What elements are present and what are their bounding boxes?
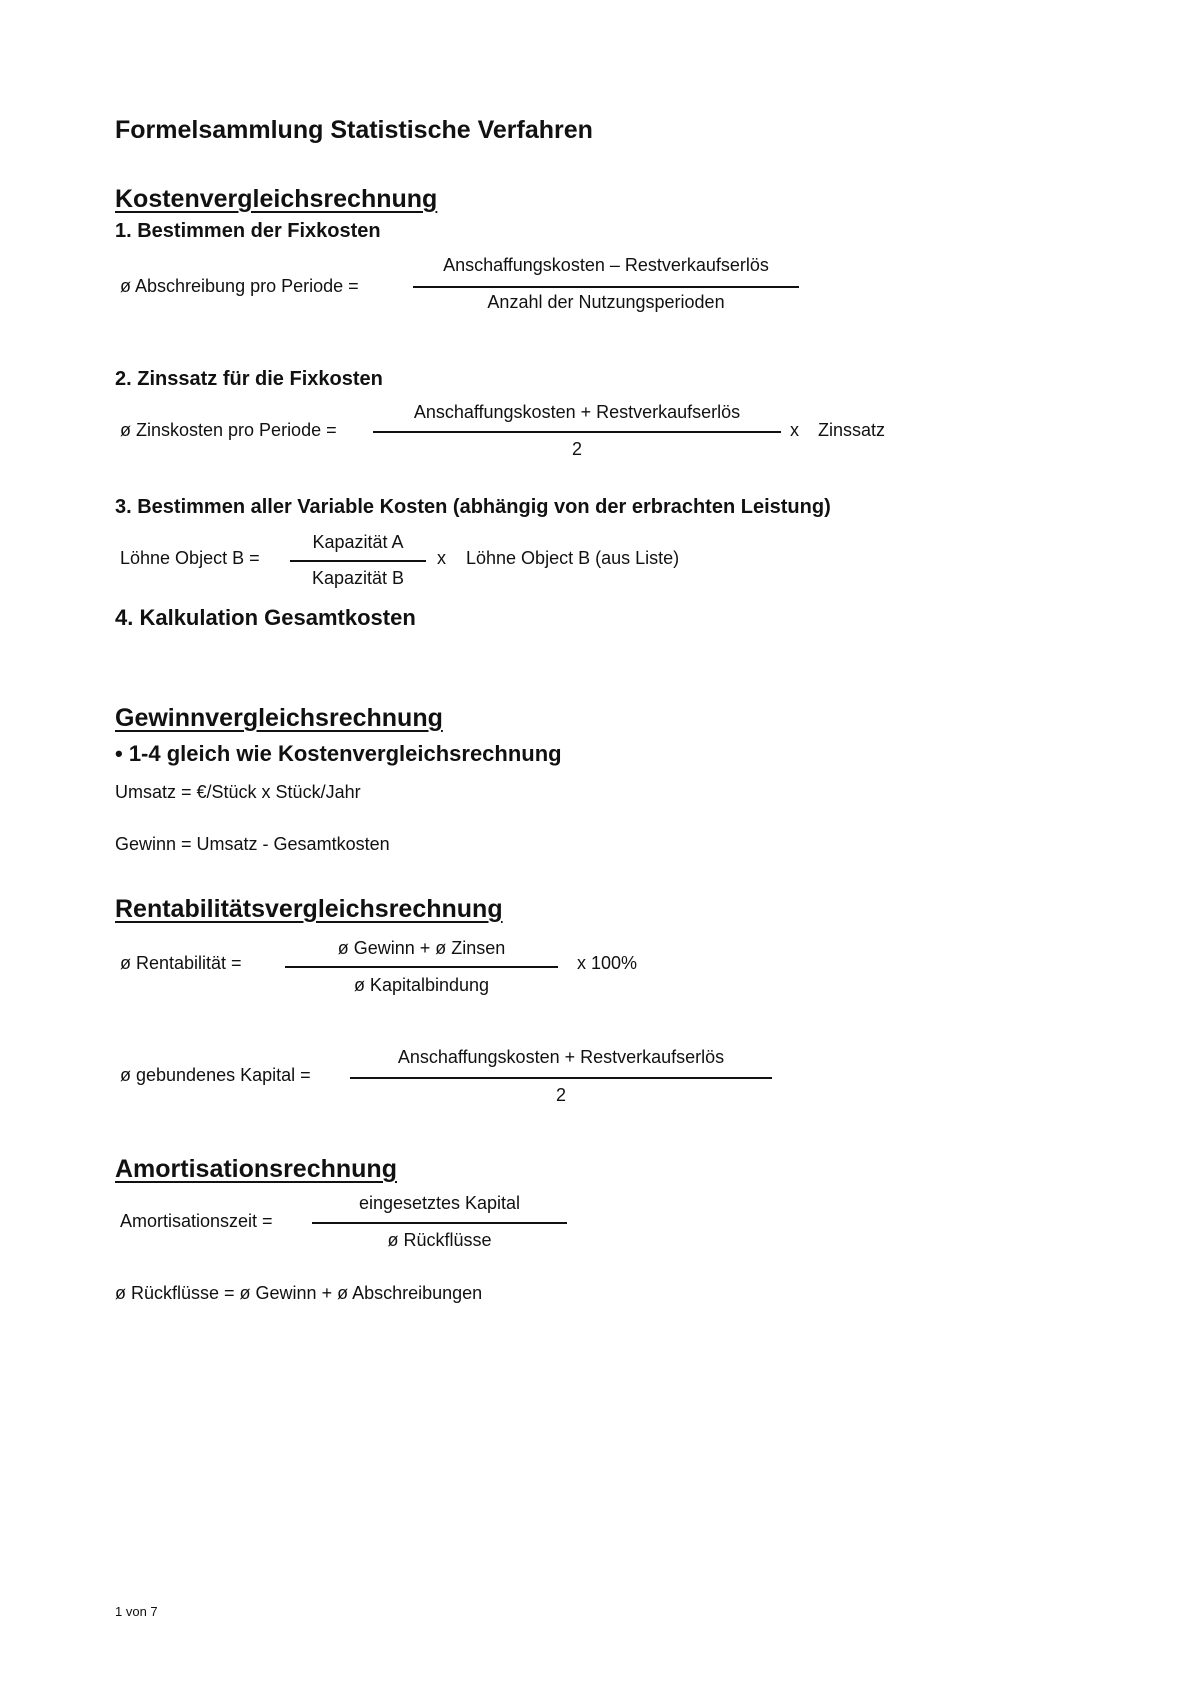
step3-numerator: Kapazität A xyxy=(312,532,404,552)
amortisation-lhs: Amortisationszeit = xyxy=(120,1211,273,1231)
step3-lhs: Löhne Object B = xyxy=(120,548,260,568)
step2-denominator: 2 xyxy=(571,439,582,459)
rentabilitaet-lhs: ø Rentabilität = xyxy=(120,953,242,973)
rueckfluesse-formula: ø Rückflüsse = ø Gewinn + ø Abschreibungen xyxy=(115,1283,483,1303)
kapital-denominator: 2 xyxy=(555,1085,566,1105)
umsatz-formula: Umsatz = €/Stück x Stück/Jahr xyxy=(115,782,361,802)
rentabilitaet-fraction-line xyxy=(285,966,558,968)
step3-fraction-line xyxy=(290,560,426,562)
step1-label: 1. Bestimmen der Fixkosten xyxy=(115,220,381,242)
rentabilitaet-numerator: ø Gewinn + ø Zinsen xyxy=(337,938,506,958)
amortisation-numerator: eingesetztes Kapital xyxy=(358,1193,521,1213)
step1-fraction-line xyxy=(413,286,799,288)
step2-fraction-line xyxy=(373,431,781,433)
section-heading-rentabilitaet: Rentabilitätsvergleichsrechnung xyxy=(115,895,503,923)
step3-factor: Löhne Object B (aus Liste) xyxy=(466,548,680,568)
step3-denominator: Kapazität B xyxy=(311,568,405,588)
rentabilitaet-factor: x 100% xyxy=(577,953,638,973)
step2-label: 2. Zinssatz für die Fixkosten xyxy=(115,368,383,390)
step2-factor: Zinssatz xyxy=(818,420,886,440)
step3-label: 3. Bestimmen aller Variable Kosten (abhängig von der erbrachten Leistung) xyxy=(115,496,831,518)
kapital-lhs: ø gebundenes Kapital = xyxy=(120,1065,311,1085)
amortisation-fraction-line xyxy=(312,1222,567,1224)
step2-times: x xyxy=(790,420,799,440)
gewinn-formula: Gewinn = Umsatz - Gesamtkosten xyxy=(115,834,390,854)
section-heading-gewinnvergleich: Gewinnvergleichsrechnung xyxy=(115,704,443,732)
rentabilitaet-denominator: ø Kapitalbindung xyxy=(353,975,490,995)
page-title: Formelsammlung Statistische Verfahren xyxy=(115,116,593,144)
section-heading-amortisation: Amortisationsrechnung xyxy=(115,1155,397,1183)
step1-numerator: Anschaffungskosten – Restverkaufserlös xyxy=(443,255,769,275)
step2-numerator: Anschaffungskosten + Restverkaufserlös xyxy=(413,402,741,422)
section-heading-kostenvergleich: Kostenvergleichsrechnung xyxy=(115,185,438,213)
step2-lhs: ø Zinskosten pro Periode = xyxy=(120,420,337,440)
kapital-fraction-line xyxy=(350,1077,772,1079)
kapital-numerator: Anschaffungskosten + Restverkaufserlös xyxy=(397,1047,725,1067)
step3-times: x xyxy=(437,548,446,568)
step1-denominator: Anzahl der Nutzungsperioden xyxy=(487,292,725,312)
step1-lhs: ø Abschreibung pro Periode = xyxy=(120,276,359,296)
amortisation-denominator: ø Rückflüsse xyxy=(387,1230,492,1250)
gewinn-bullet: • 1-4 gleich wie Kostenvergleichsrechnung xyxy=(115,741,562,766)
page-number: 1 von 7 xyxy=(115,1604,158,1619)
step4-label: 4. Kalkulation Gesamtkosten xyxy=(115,605,416,630)
